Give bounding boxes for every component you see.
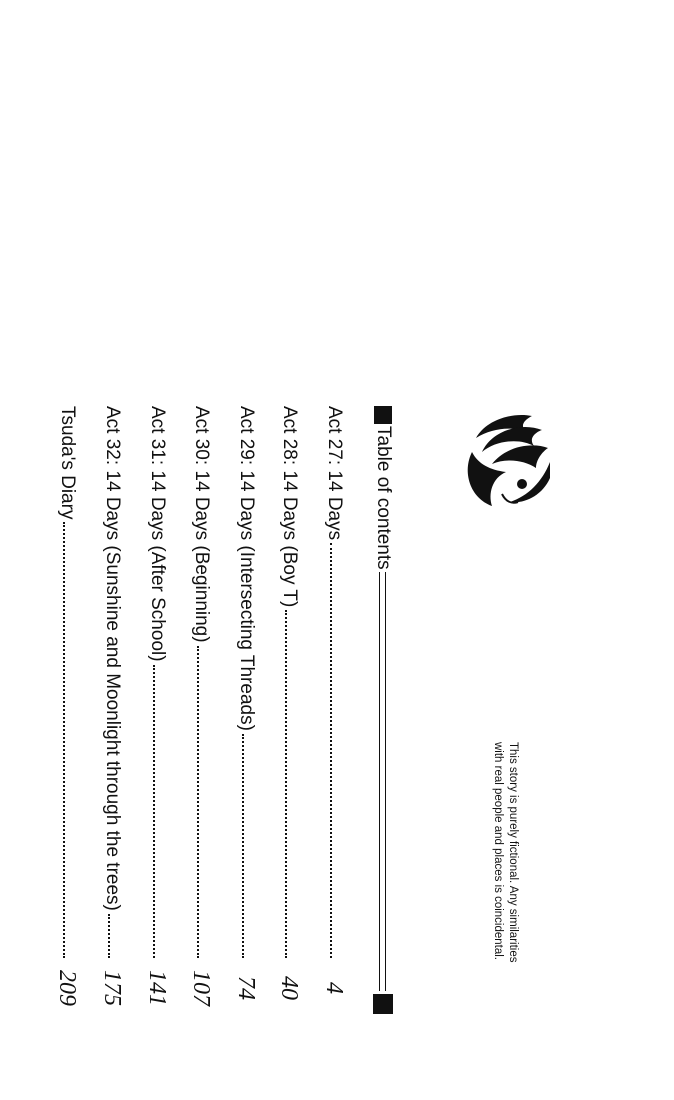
- entry-page-number: 107: [188, 970, 215, 1006]
- entry-page-number: 4: [321, 982, 348, 994]
- toc-title: Table of contents: [373, 426, 394, 570]
- entry-label: Act 27: 14 Days: [324, 406, 345, 541]
- disclaimer: [490, 742, 520, 1002]
- toc-header: [368, 406, 398, 1014]
- double-rule-divider: [380, 572, 387, 991]
- dot-leader: [285, 610, 287, 958]
- entry-label: Tsuda's Diary: [57, 406, 78, 520]
- entry-label: Act 28: 14 Days (Boy T): [279, 406, 300, 608]
- entry-page-number: 175: [99, 970, 126, 1006]
- dot-leader: [330, 543, 332, 958]
- toc-entry: [226, 406, 266, 1014]
- dot-leader: [153, 665, 155, 958]
- header-square-marker: [374, 406, 392, 424]
- disclaimer-line-1: This story is purely fictional. Any similarities: [507, 742, 519, 963]
- dot-leader: [242, 734, 244, 958]
- dot-leader: [197, 646, 199, 958]
- entry-page-number: 40: [276, 976, 303, 1000]
- entry-page-number: 209: [54, 970, 81, 1006]
- entry-page-number: 74: [233, 976, 260, 1000]
- toc-entry: [47, 406, 87, 1014]
- toc-entry: [314, 406, 354, 1014]
- toc-entry: [269, 406, 309, 1014]
- entry-label: Act 29: 14 Days (Intersecting Threads): [236, 406, 257, 731]
- entry-label: Act 30: 14 Days (Beginning): [191, 406, 212, 643]
- disclaimer-line-2: with real people and places is coincidental.: [492, 742, 504, 960]
- dot-leader: [63, 522, 65, 958]
- dot-leader: [108, 914, 110, 958]
- entry-page-number: 141: [144, 970, 171, 1006]
- curl-face-logo-icon: [462, 412, 554, 512]
- toc-entry: [181, 406, 221, 1014]
- toc-entry: [137, 406, 177, 1014]
- header-end-square: [373, 994, 393, 1014]
- entry-label: Act 32: 14 Days (Sunshine and Moonlight through the trees): [102, 406, 123, 911]
- toc-entry: [92, 406, 132, 1014]
- entry-label: Act 31: 14 Days (After School): [147, 406, 168, 662]
